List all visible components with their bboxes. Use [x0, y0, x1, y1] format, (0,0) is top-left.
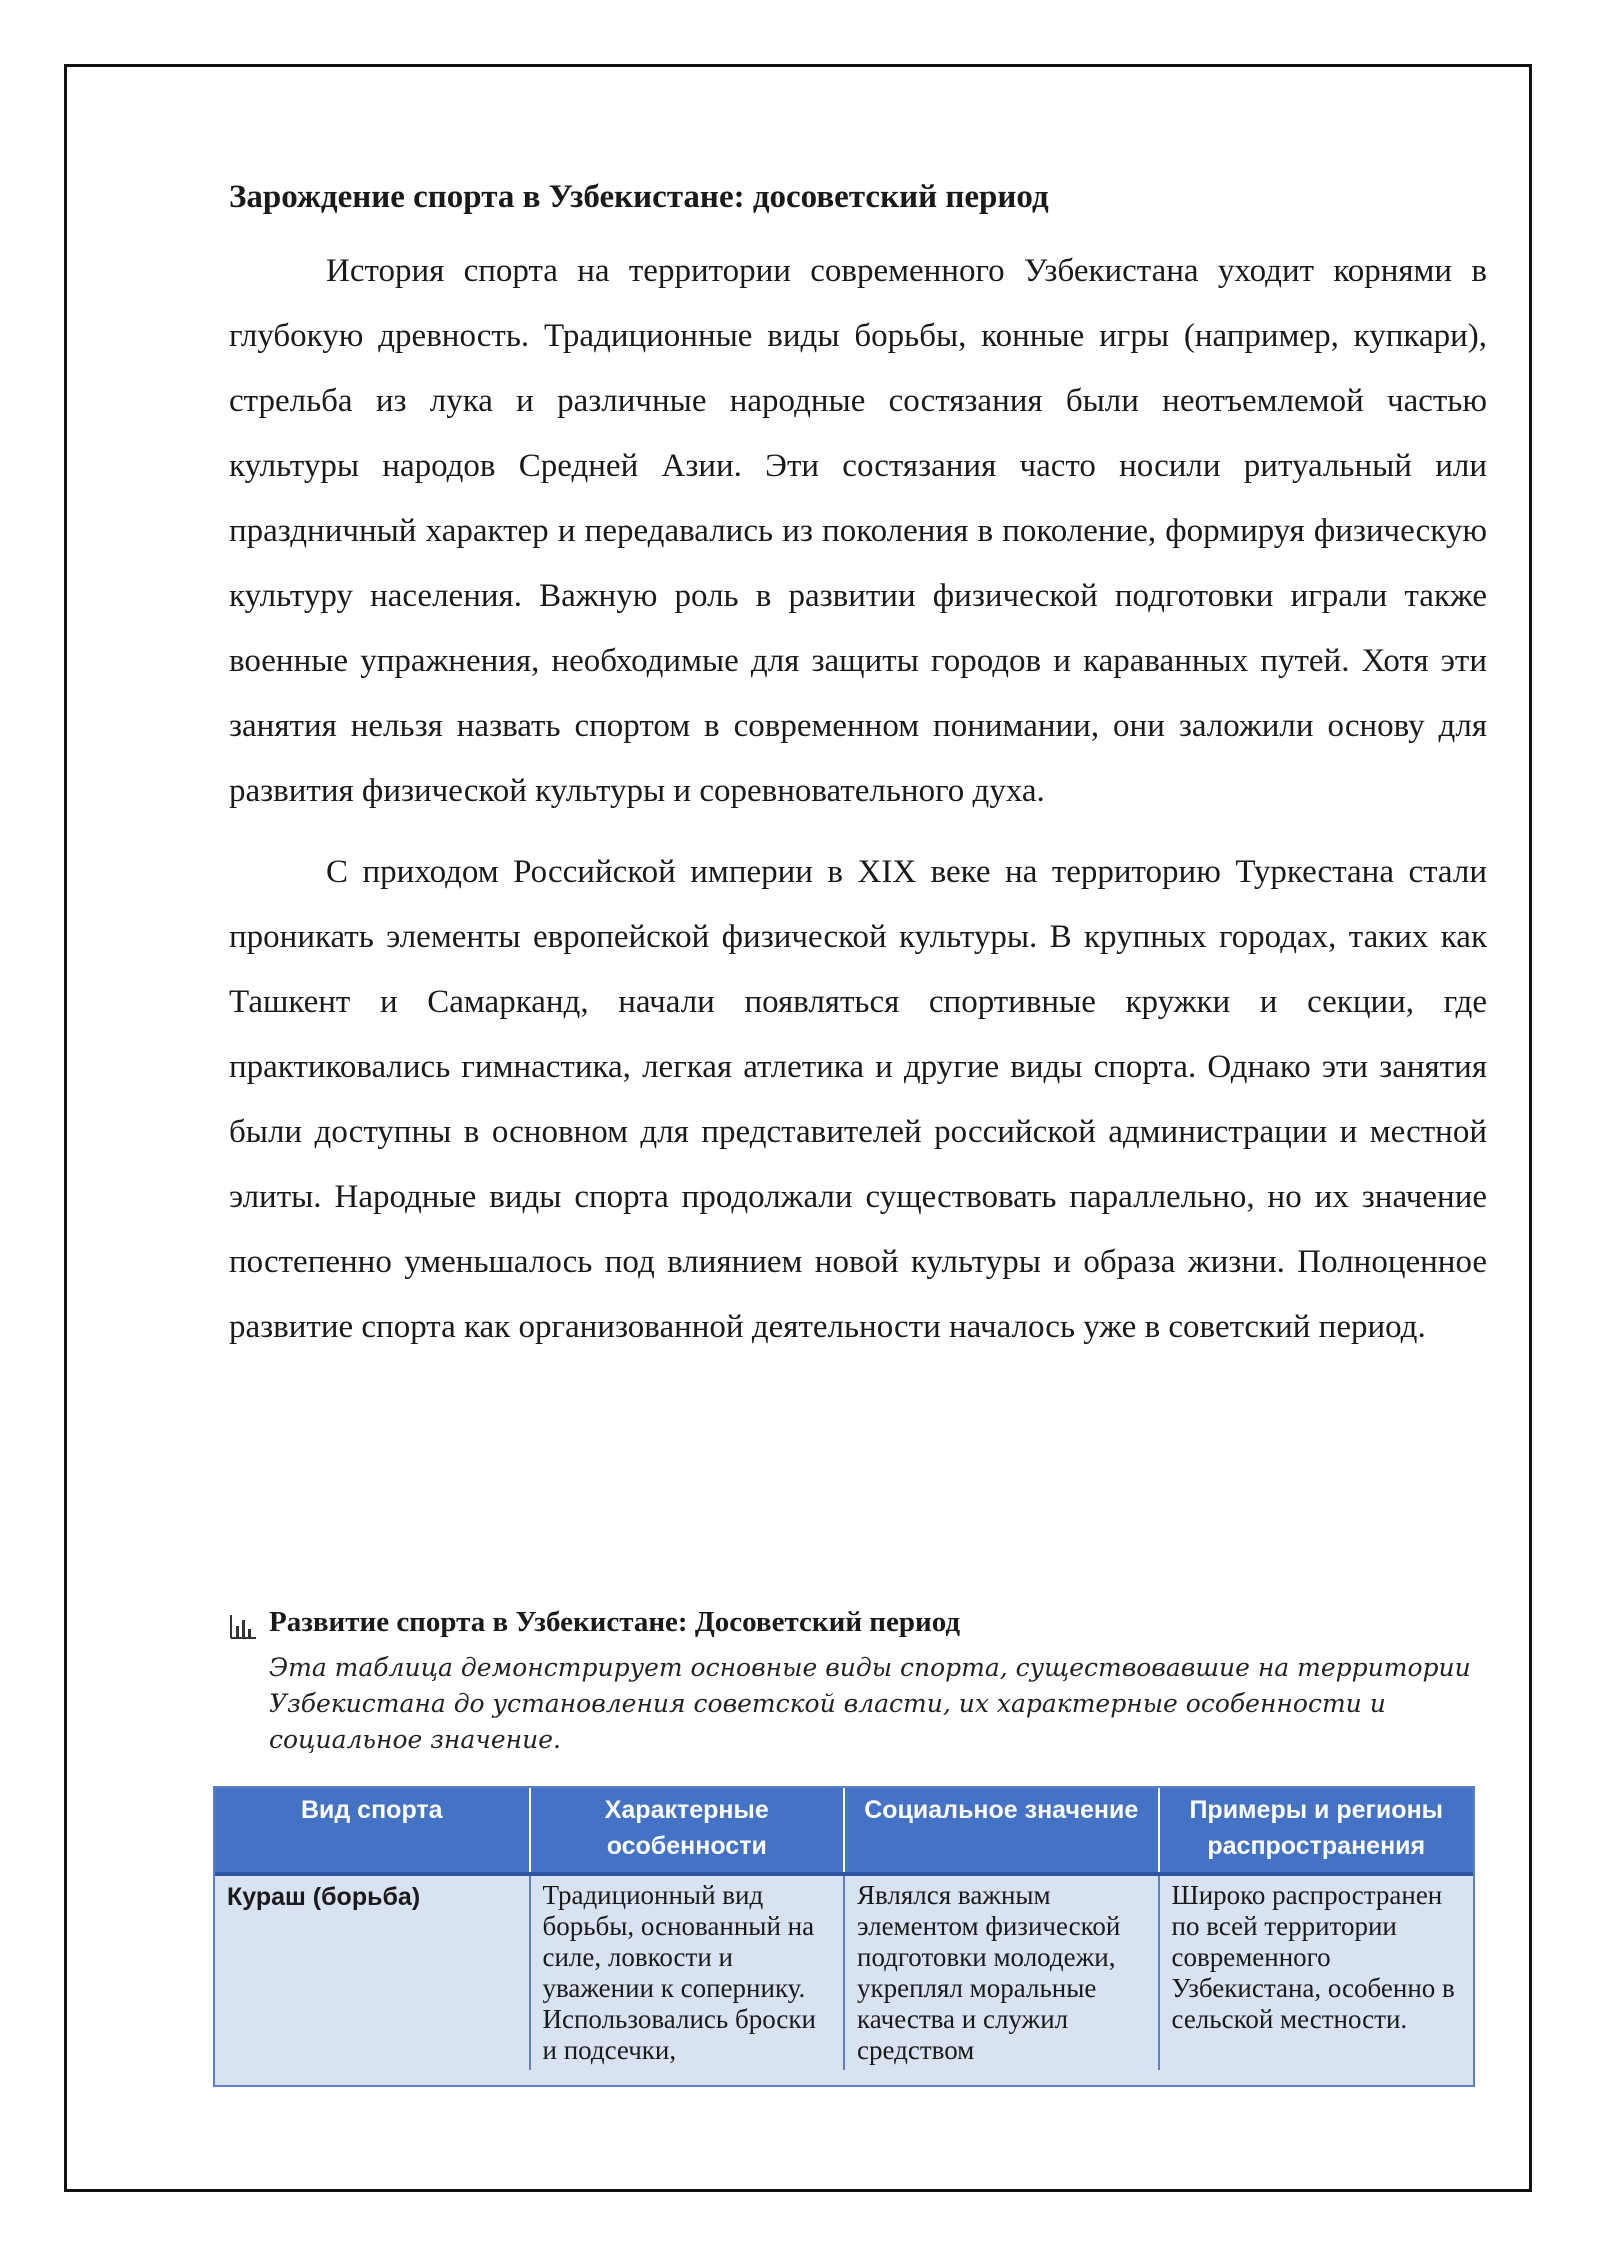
cell-regions: Широко распространен по всей территории современного Узбекистана, особенно в сельской местности.	[1159, 1874, 1474, 2070]
table-row	[215, 1874, 1473, 2070]
column-header-regions: Примеры и регионы распространения	[1159, 1788, 1474, 1874]
cell-features: Традиционный вид борьбы, основанный на силе, ловкости и уважении к сопернику. Использовались броски и подсечки,	[530, 1874, 845, 2070]
table-title-row	[229, 1600, 1499, 1644]
bar-chart-icon	[229, 1609, 257, 1635]
table-header-row	[215, 1788, 1473, 1874]
column-header-social: Социальное значение	[844, 1788, 1159, 1874]
column-header-features: Характерные особенности	[530, 1788, 845, 1874]
cell-social: Являлся важным элементом физической подготовки молодежи, укреплял моральные качества и служил средством	[844, 1874, 1159, 2070]
column-header-sport: Вид спорта	[215, 1788, 530, 1874]
cell-sport-name: Кураш (борьба)	[227, 1883, 421, 1911]
table-description: Эта таблица демонстрирует основные виды спорта, существовавшие на территории Узбекистана до установления советской власти, их характерные особенности и социальное значение.	[269, 1653, 1471, 1754]
paragraph-1: История спорта на территории современного Узбекистана уходит корнями в глубокую древность. Традиционные виды борьбы, конные игры (например, купкари), стрельба из лука и различные народные состязания были неотъемлемой частью культуры народов Средней Азии. Эти состязания часто носили ритуальный или праздничный характер и передавались из поколения в поколение, формируя физическую культуру населения. Важную роль в развитии физической подготовки играли также военные упражнения, необходимые для защиты городов и караванных путей. Хотя эти занятия нельзя назвать спортом в современном понимании, они заложили основу для развития физической культуры и соревновательного духа.	[229, 253, 1487, 809]
table-caption	[229, 1600, 1499, 1758]
paragraph-2: С приходом Российской империи в XIX веке на территорию Туркестана стали проникать элементы европейской физической культуры. В крупных городах, таких как Ташкент и Самарканд, начали появляться спортивные кружки и секции, где практиковались гимнастика, легкая атлетика и другие виды спорта. Однако эти занятия были доступны в основном для представителей российской администрации и местной элиты. Народные виды спорта продолжали существовать параллельно, но их значение постепенно уменьшалось под влиянием новой культуры и образа жизни. Полноценное развитие спорта как организованной деятельности началось уже в советский период.	[229, 854, 1487, 1345]
sports-table	[213, 1786, 1475, 2087]
table-title: Развитие спорта в Узбекистане: Досоветский период	[269, 1606, 961, 1638]
section-heading: Зарождение спорта в Узбекистане: досоветский период	[229, 179, 1049, 215]
document-body	[229, 172, 1487, 1376]
